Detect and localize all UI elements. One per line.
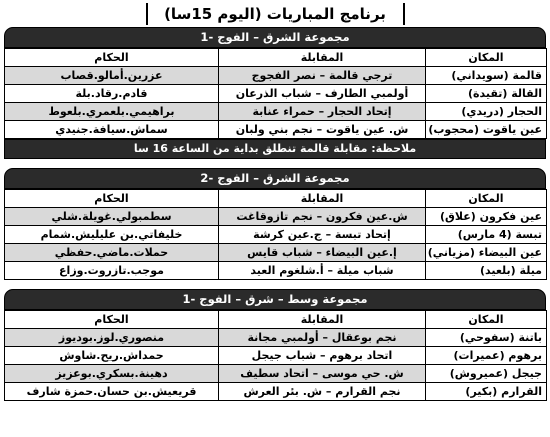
table-row bbox=[5, 383, 547, 401]
table-row bbox=[5, 67, 547, 85]
cell-match: إ.عين البيضاء – شباب قايس bbox=[219, 244, 426, 262]
cell-match: إتحاد تبسة – ج.عين كرشة bbox=[219, 226, 426, 244]
match-group bbox=[4, 168, 546, 280]
cell-place: تبسة (4 مارس) bbox=[426, 226, 547, 244]
table-row bbox=[5, 208, 547, 226]
cell-place: القالة (تقيدة) bbox=[426, 85, 547, 103]
cell-match: ش. حي موسى – اتحاد سطيف bbox=[219, 365, 426, 383]
cell-place: باتنة (سفوحي) bbox=[426, 329, 547, 347]
cell-match: نجم بوعقال – أولمبي مجانة bbox=[219, 329, 426, 347]
cell-refs: حملات.ماضي.حفظي bbox=[5, 244, 219, 262]
cell-refs: سماش.سيافة.جنيدي bbox=[5, 121, 219, 139]
table-header-row bbox=[5, 49, 547, 67]
cell-place: جيجل (عميروش) bbox=[426, 365, 547, 383]
match-group bbox=[4, 27, 546, 159]
cell-refs: منصوري.لوز.بوديوز bbox=[5, 329, 219, 347]
column-header-match: المقابلة bbox=[219, 190, 426, 208]
schedule-table bbox=[4, 310, 547, 401]
cell-place: عين البيضاء (مزياني) bbox=[426, 244, 547, 262]
cell-place: القرارم (بكير) bbox=[426, 383, 547, 401]
groups-container bbox=[4, 27, 546, 401]
cell-refs: قريعيش.بن حسان.حمزة شارف bbox=[5, 383, 219, 401]
column-header-match: المقابلة bbox=[219, 311, 426, 329]
cell-match: شباب ميلة – أ.شلغوم العيد bbox=[219, 262, 426, 280]
table-row bbox=[5, 226, 547, 244]
cell-match: أولمبي الطارف – شباب الذرعان bbox=[219, 85, 426, 103]
column-header-match: المقابلة bbox=[219, 49, 426, 67]
table-row bbox=[5, 121, 547, 139]
table-header-row bbox=[5, 311, 547, 329]
match-group bbox=[4, 289, 546, 401]
schedule-table bbox=[4, 48, 547, 139]
column-header-refs: الحكام bbox=[5, 311, 219, 329]
table-row bbox=[5, 103, 547, 121]
cell-match: ش.عين فكرون – نجم تازوقاغت bbox=[219, 208, 426, 226]
cell-refs: حمداش.ريح.شاوش bbox=[5, 347, 219, 365]
cell-refs: براهيمي.بلعمري.بلعوط bbox=[5, 103, 219, 121]
cell-match: اتحاد برهوم – شباب جيجل bbox=[219, 347, 426, 365]
cell-match: ش. عين ياقوت – نجم بني ولبان bbox=[219, 121, 426, 139]
cell-match: إتحاد الحجار – حمراء عنابة bbox=[219, 103, 426, 121]
cell-match: نجم القرارم – ش. بئر العرش bbox=[219, 383, 426, 401]
cell-place: برهوم (عميرات) bbox=[426, 347, 547, 365]
column-header-place: المكان bbox=[426, 49, 547, 67]
cell-refs: سطمبولي.غويلة.شلي bbox=[5, 208, 219, 226]
group-header: مجموعة الشرق – الفوج -2 bbox=[4, 168, 546, 189]
table-row bbox=[5, 85, 547, 103]
column-header-place: المكان bbox=[426, 190, 547, 208]
group-header: مجموعة وسط – شرق – الفوج -1 bbox=[4, 289, 546, 310]
table-row bbox=[5, 347, 547, 365]
cell-place: عين ياقوت (محجوب) bbox=[426, 121, 547, 139]
cell-place: عين فكرون (علاق) bbox=[426, 208, 547, 226]
cell-refs: دهينة.بسكري.بوعزيز bbox=[5, 365, 219, 383]
column-header-refs: الحكام bbox=[5, 49, 219, 67]
table-row bbox=[5, 262, 547, 280]
schedule-table bbox=[4, 189, 547, 280]
table-row bbox=[5, 329, 547, 347]
column-header-refs: الحكام bbox=[5, 190, 219, 208]
cell-place: قالمة (سويداني) bbox=[426, 67, 547, 85]
column-header-place: المكان bbox=[426, 311, 547, 329]
group-header: مجموعة الشرق – الفوج -1 bbox=[4, 27, 546, 48]
group-note: ملاحظة: مقابلة قالمة تنطلق بداية من الساعة 16 سا bbox=[4, 139, 546, 159]
cell-refs: قادم.رقاد.بلة bbox=[5, 85, 219, 103]
table-header-row bbox=[5, 190, 547, 208]
cell-place: ميلة (بلعيد) bbox=[426, 262, 547, 280]
cell-match: ترجي قالمة – نصر الفجوج bbox=[219, 67, 426, 85]
page-title: برنامج المباريات (اليوم 15سا) bbox=[146, 3, 405, 25]
cell-place: الحجار (دريدي) bbox=[426, 103, 547, 121]
cell-refs: عزرين.أمالو.قصاب bbox=[5, 67, 219, 85]
cell-refs: موجب.تازروت.وزاع bbox=[5, 262, 219, 280]
table-row bbox=[5, 365, 547, 383]
cell-refs: خليفاتي.بن عليليش.شمام bbox=[5, 226, 219, 244]
table-row bbox=[5, 244, 547, 262]
